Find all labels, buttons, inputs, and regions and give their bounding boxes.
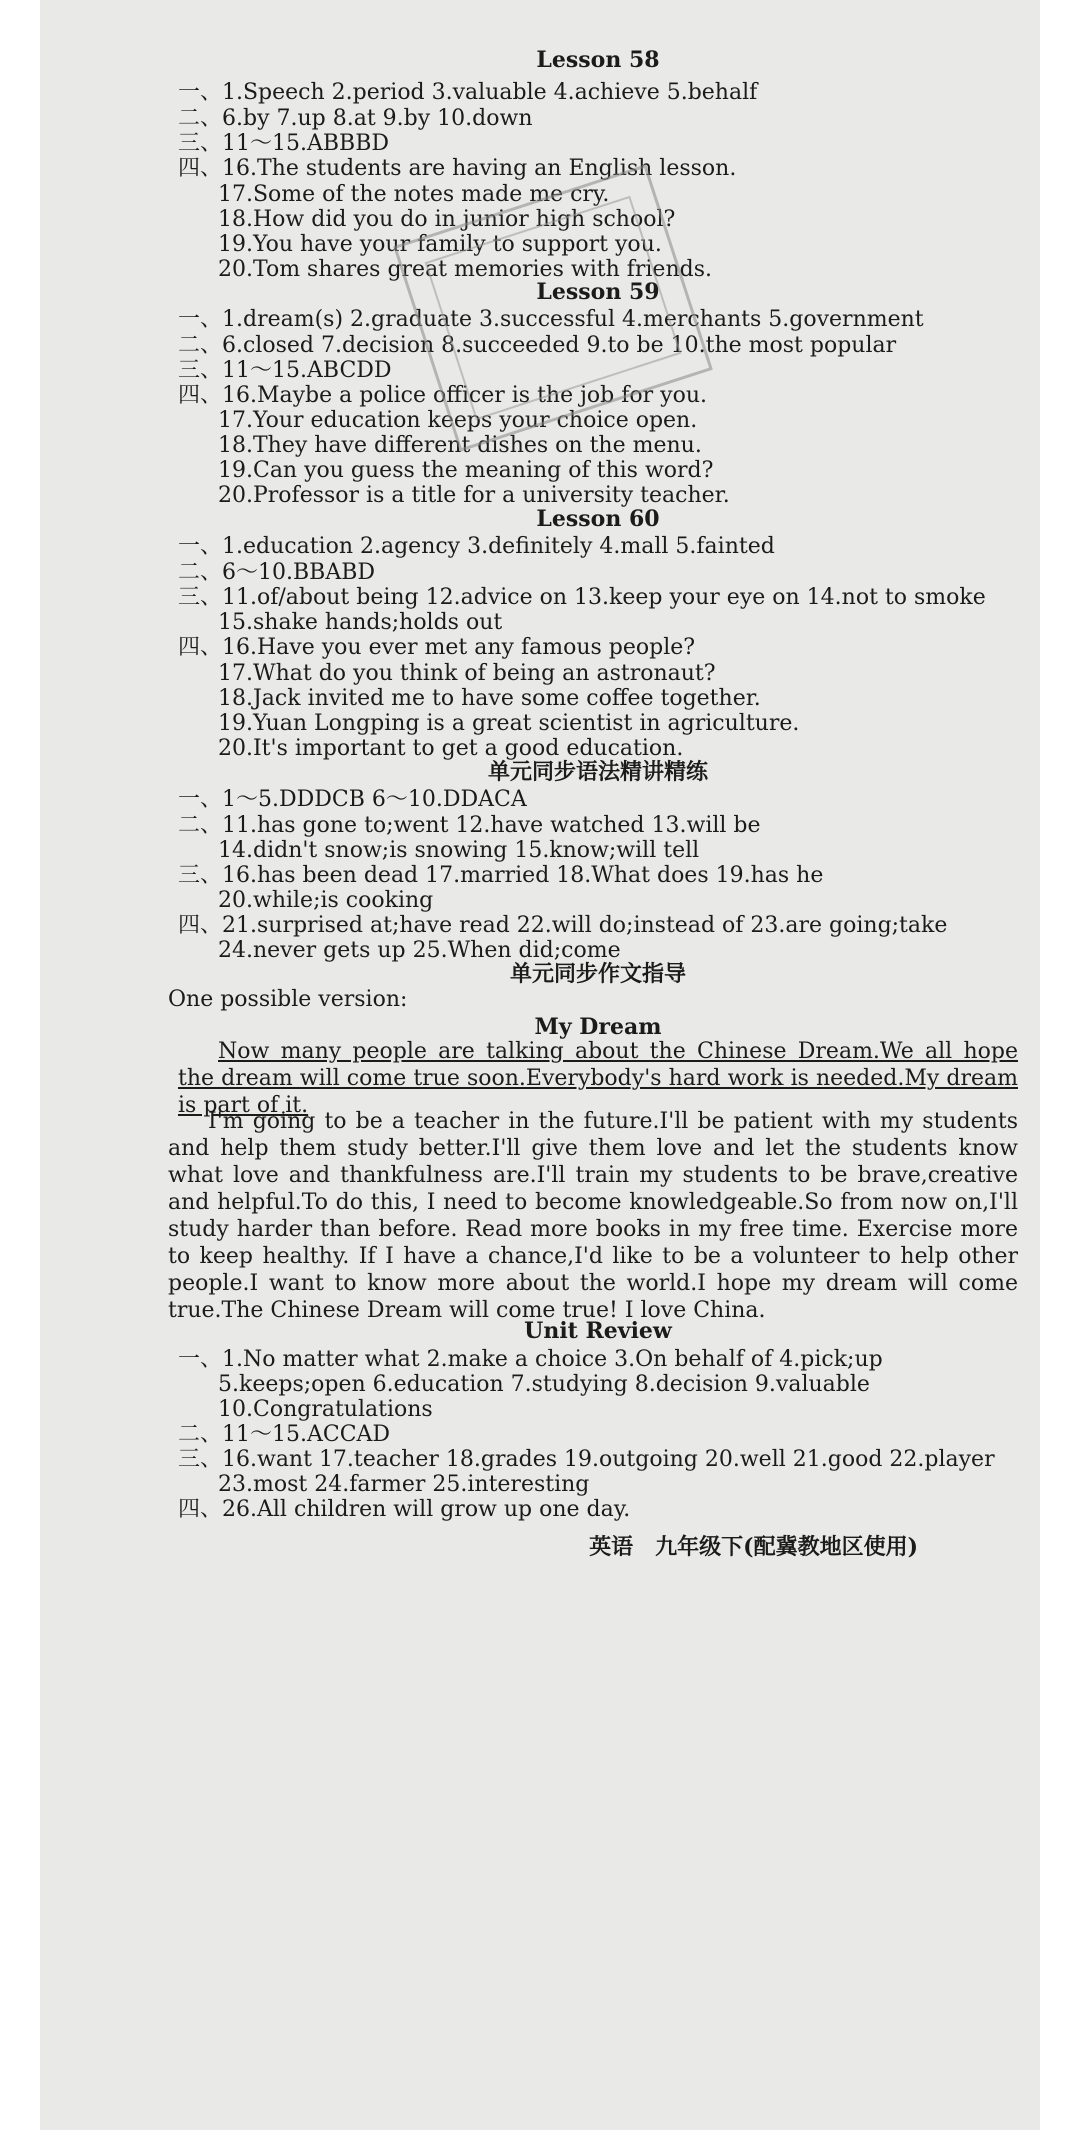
answer-line: 19.Yuan Longping is a great scientist in agriculture. bbox=[218, 711, 800, 736]
answer-line: 二、6.closed 7.decision 8.succeeded 9.to be 10.the most popular bbox=[178, 333, 897, 358]
essay-paragraph-2: I'm going to be a teacher in the future.I'll be patient with my students and help them study better.I'll give them love and let the students know what love and thankfulness are.I'll train my students to be brave,creative and helpful.To do this, I need to become knowledgeable.So from now on,I'll study harder than before. Read more books in my free time. Exercise more to keep healthy. If I have a chance,I'd like to be a volunteer to help other people.I want to know more about the world.I hope my dream will come true.The Chinese Dream will come true! I love China. bbox=[168, 1109, 1018, 1323]
answer-line: 三、11～15.ABCDD bbox=[178, 358, 392, 383]
answer-line: 三、16.want 17.teacher 18.grades 19.outgoing 20.well 21.good 22.player bbox=[178, 1447, 995, 1472]
essay-paragraph-1: Now many people are talking about the Chinese Dream.We all hope the dream will come true soon.Everybody's hard work is needed.My dream is part of it. bbox=[178, 1039, 1018, 1118]
answer-line: 一、1.No matter what 2.make a choice 3.On behalf of 4.pick;up bbox=[178, 1347, 883, 1372]
answer-line: 一、1.Speech 2.period 3.valuable 4.achieve 5.behalf bbox=[178, 80, 758, 105]
writing-intro: One possible version: bbox=[168, 987, 408, 1012]
answer-line: 5.keeps;open 6.education 7.studying 8.decision 9.valuable bbox=[218, 1372, 870, 1397]
answer-line: 三、16.has been dead 17.married 18.What does 19.has he bbox=[178, 863, 824, 888]
answer-line: 18.Jack invited me to have some coffee together. bbox=[218, 686, 761, 711]
answer-line: 10.Congratulations bbox=[218, 1397, 433, 1422]
answer-line: 19.You have your family to support you. bbox=[218, 232, 662, 257]
lesson60-heading: Lesson 60 bbox=[536, 506, 660, 532]
answer-line: 17.What do you think of being an astronaut? bbox=[218, 661, 716, 686]
answer-line: 20.while;is cooking bbox=[218, 888, 434, 913]
review-heading: Unit Review bbox=[524, 1318, 672, 1344]
answer-line: 二、6～10.BBABD bbox=[178, 560, 376, 585]
page-footer: 英语 九年级下(配冀教地区使用) bbox=[589, 1534, 918, 1560]
answer-line: 15.shake hands;holds out bbox=[218, 610, 503, 635]
answer-line: 四、16.Maybe a police officer is the job for you. bbox=[178, 383, 707, 408]
lesson58-heading: Lesson 58 bbox=[536, 47, 660, 73]
answer-line: 三、11.of/about being 12.advice on 13.keep your eye on 14.not to smoke bbox=[178, 585, 986, 610]
lesson59-heading: Lesson 59 bbox=[536, 279, 660, 305]
essay-title: My Dream bbox=[534, 1014, 662, 1040]
answer-line: 三、11～15.ABBBD bbox=[178, 131, 390, 156]
answer-line: 19.Can you guess the meaning of this word? bbox=[218, 458, 714, 483]
answer-line: 23.most 24.farmer 25.interesting bbox=[218, 1472, 590, 1497]
answer-line: 17.Some of the notes made me cry. bbox=[218, 182, 610, 207]
answer-line: 二、11～15.ACCAD bbox=[178, 1422, 391, 1447]
answer-line: 二、11.has gone to;went 12.have watched 13.will be bbox=[178, 813, 761, 838]
writing-heading: 单元同步作文指导 bbox=[509, 961, 686, 987]
answer-line: 二、6.by 7.up 8.at 9.by 10.down bbox=[178, 106, 533, 131]
answer-line: 17.Your education keeps your choice open. bbox=[218, 408, 698, 433]
answer-line: 四、16.Have you ever met any famous people? bbox=[178, 635, 696, 660]
answer-line: 一、1.education 2.agency 3.definitely 4.mall 5.fainted bbox=[178, 534, 775, 559]
answer-line: 四、16.The students are having an English lesson. bbox=[178, 156, 737, 181]
answer-line: 20.Tom shares great memories with friends. bbox=[218, 257, 712, 282]
answer-line: 18.They have different dishes on the menu. bbox=[218, 433, 702, 458]
answer-line: 四、26.All children will grow up one day. bbox=[178, 1497, 631, 1522]
answer-line: 18.How did you do in junior high school? bbox=[218, 207, 676, 232]
answer-line: 20.It's important to get a good education. bbox=[218, 736, 684, 761]
answer-line: 一、1.dream(s) 2.graduate 3.successful 4.merchants 5.government bbox=[178, 307, 924, 332]
page bbox=[40, 0, 1040, 2130]
answer-line: 一、1～5.DDDCB 6～10.DDACA bbox=[178, 787, 527, 812]
answer-line: 20.Professor is a title for a university teacher. bbox=[218, 483, 730, 508]
answer-line: 14.didn't snow;is snowing 15.know;will tell bbox=[218, 838, 700, 863]
grammar-heading: 单元同步语法精讲精练 bbox=[487, 759, 708, 785]
answer-line: 24.never gets up 25.When did;come bbox=[218, 938, 621, 963]
answer-line: 四、21.surprised at;have read 22.will do;instead of 23.are going;take bbox=[178, 913, 948, 938]
